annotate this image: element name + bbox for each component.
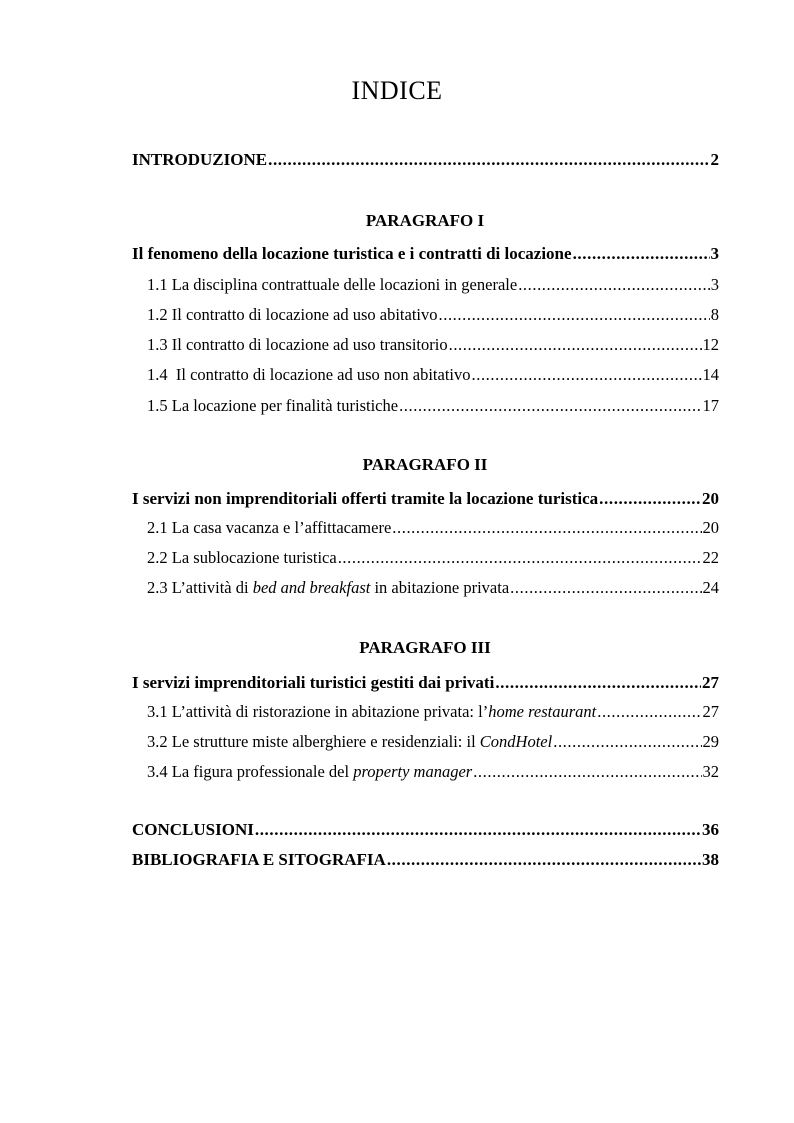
toc-entry-label: 1.1 La disciplina contrattuale delle locazioni in generale <box>147 275 518 294</box>
toc-leader-dots <box>472 365 702 385</box>
toc-entry-page: 17 <box>702 396 719 415</box>
toc-entry-label-italic: bed and breakfast <box>252 578 371 597</box>
toc-leader-dots <box>510 578 701 598</box>
toc-leader-dots <box>387 850 701 870</box>
toc-entry-label-part: 2.3 L’attività di <box>147 578 253 597</box>
toc-entry-1-5[interactable] <box>147 396 719 416</box>
toc-entry-label: I servizi non imprenditoriali offerti tramite la locazione turistica <box>132 489 599 508</box>
toc-entry-label: INTRODUZIONE <box>132 150 268 169</box>
toc-entry-conclusions[interactable] <box>132 820 719 840</box>
toc-entry-page: 27 <box>702 673 719 692</box>
toc-entry-page: 22 <box>702 548 719 567</box>
toc-leader-dots <box>268 150 709 170</box>
toc-entry-label: 1.2 Il contratto di locazione ad uso abitativo <box>147 305 438 324</box>
toc-entry-label-italic: home restaurant <box>488 702 597 721</box>
toc-entry-1-3[interactable] <box>147 335 719 355</box>
toc-leader-dots <box>518 275 710 295</box>
toc-chapter-3[interactable] <box>132 673 719 693</box>
toc-entry-label: 2.1 La casa vacanza e l’affittacamere <box>147 518 392 537</box>
toc-leader-dots <box>599 489 701 509</box>
toc-entry-page: 24 <box>702 578 719 597</box>
section-heading-3: PARAGRAFO III <box>359 638 491 657</box>
toc-entry-label: Il fenomeno della locazione turistica e i contratti di locazione <box>132 244 572 263</box>
toc-entry-3-1[interactable] <box>147 702 719 722</box>
toc-entry-label-italic: CondHotel <box>479 732 553 751</box>
section-heading-2: PARAGRAFO II <box>362 455 488 474</box>
toc-entry-page: 8 <box>710 305 719 324</box>
toc-entry-page: 20 <box>702 489 719 508</box>
toc-entry-label: 2.2 La sublocazione turistica <box>147 548 337 567</box>
toc-entry-label-part: in abitazione privata <box>370 578 510 597</box>
toc-chapter-2[interactable] <box>132 489 719 509</box>
toc-leader-dots <box>255 820 701 840</box>
toc-entry-label: 1.3 Il contratto di locazione ad uso transitorio <box>147 335 448 354</box>
toc-leader-dots <box>449 335 702 355</box>
toc-entry-bibliography[interactable] <box>132 850 719 870</box>
toc-entry-page: 3 <box>710 244 719 263</box>
section-heading-1: PARAGRAFO I <box>365 211 485 230</box>
toc-entry-page: 12 <box>702 335 719 354</box>
toc-entry-page: 3 <box>710 275 719 294</box>
toc-leader-dots <box>473 762 701 782</box>
toc-entry-label: 1.5 La locazione per finalità turistiche <box>147 396 399 415</box>
toc-entry-2-1[interactable] <box>147 518 719 538</box>
toc-entry-1-4[interactable] <box>147 365 719 385</box>
toc-entry-label <box>147 732 552 752</box>
toc-entry-3-2[interactable] <box>147 732 719 752</box>
toc-entry-1-2[interactable] <box>147 305 719 325</box>
toc-leader-dots <box>439 305 710 325</box>
toc-chapter-1[interactable] <box>132 244 719 264</box>
toc-entry-page: 2 <box>710 150 719 169</box>
toc-entry-label: CONCLUSIONI <box>132 820 254 839</box>
toc-leader-dots <box>392 518 701 538</box>
toc-entry-page: 32 <box>702 762 719 781</box>
toc-leader-dots <box>338 548 702 568</box>
toc-leader-dots <box>597 702 701 722</box>
toc-entry-label-part: 3.2 Le strutture miste alberghiere e residenziali: il <box>147 732 480 751</box>
toc-leader-dots <box>573 244 710 264</box>
toc-entry-page: 20 <box>702 518 719 537</box>
toc-entry-label: BIBLIOGRAFIA E SITOGRAFIA <box>132 850 386 869</box>
toc-entry-introduction[interactable] <box>132 150 719 170</box>
toc-entry-3-4[interactable] <box>147 762 719 782</box>
toc-entry-page: 14 <box>702 365 719 384</box>
toc-entry-label <box>147 578 509 598</box>
toc-entry-label <box>147 762 472 782</box>
toc-entry-page: 29 <box>702 732 719 751</box>
toc-entry-page: 36 <box>702 820 719 839</box>
toc-entry-2-2[interactable] <box>147 548 719 568</box>
toc-leader-dots <box>553 732 701 752</box>
toc-entry-label-part: 3.1 L’attività di ristorazione in abitazione privata: l’ <box>147 702 489 721</box>
toc-leader-dots <box>399 396 701 416</box>
toc-entry-page: 27 <box>702 702 719 721</box>
toc-entry-label: I servizi imprenditoriali turistici gestiti dai privati <box>132 673 495 692</box>
toc-entry-1-1[interactable] <box>147 275 719 295</box>
toc-entry-label: 1.4 Il contratto di locazione ad uso non abitativo <box>147 365 471 384</box>
page-title: INDICE <box>351 76 443 105</box>
toc-entry-page: 38 <box>702 850 719 869</box>
toc-leader-dots <box>495 673 701 693</box>
toc-entry-2-3[interactable] <box>147 578 719 598</box>
toc-entry-label-part: 3.4 La figura professionale del <box>147 762 354 781</box>
toc-entry-label <box>147 702 596 722</box>
toc-entry-label-italic: property manager <box>353 762 473 781</box>
